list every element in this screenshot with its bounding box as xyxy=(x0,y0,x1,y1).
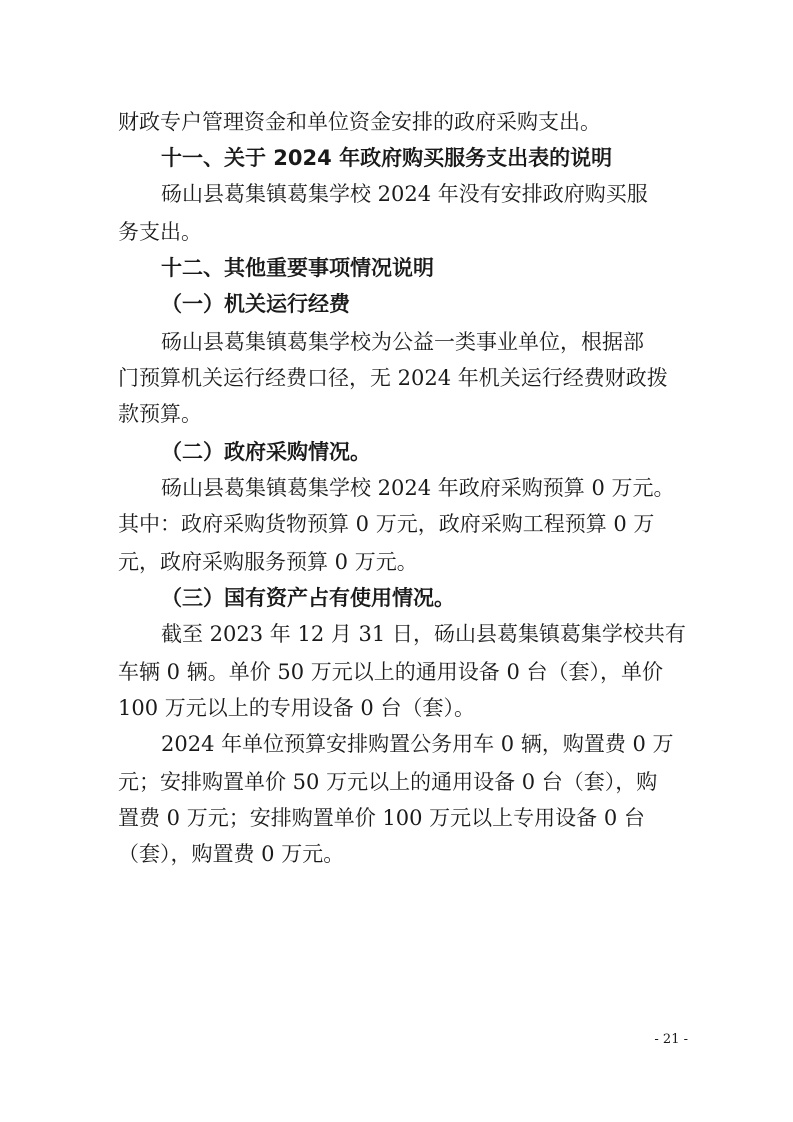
subsection-heading-1: （一）机关运行经费 xyxy=(161,292,350,316)
subsection-heading-3: （三）国有资产占有使用情况。 xyxy=(161,586,455,610)
paragraph-line: 其中：政府采购货物预算 0 万元，政府采购工程预算 0 万 xyxy=(118,512,655,536)
paragraph-line: （套），购置费 0 万元。 xyxy=(118,842,345,866)
paragraph-line: 车辆 0 辆。单价 50 万元以上的通用设备 0 台（套），单价 xyxy=(118,660,663,684)
subsection-heading-2: （二）政府采购情况。 xyxy=(161,440,371,464)
page-number: - 21 - xyxy=(654,1032,688,1047)
paragraph-line: 100 万元以上的专用设备 0 台（套）。 xyxy=(118,696,475,720)
paragraph-line: 元；安排购置单价 50 万元以上的通用设备 0 台（套），购 xyxy=(118,770,658,794)
paragraph-line: 砀山县葛集镇葛集学校 2024 年没有安排政府购买服 xyxy=(161,182,648,206)
paragraph-line: 置费 0 万元；安排购置单价 100 万元以上专用设备 0 台 xyxy=(118,806,645,830)
section-heading-12: 十二、其他重要事项情况说明 xyxy=(161,256,434,280)
paragraph-line: 砀山县葛集镇葛集学校为公益一类事业单位，根据部 xyxy=(161,330,644,354)
paragraph-line: 截至 2023 年 12 月 31 日，砀山县葛集镇葛集学校共有 xyxy=(161,622,686,646)
section-heading-11: 十一、关于 2024 年政府购买服务支出表的说明 xyxy=(161,146,613,170)
paragraph-line: 2024 年单位预算安排购置公务用车 0 辆，购置费 0 万 xyxy=(161,732,674,756)
paragraph-line: 款预算。 xyxy=(118,402,202,426)
paragraph-line: 砀山县葛集镇葛集学校 2024 年政府采购预算 0 万元。 xyxy=(161,476,675,500)
paragraph-line: 门预算机关运行经费口径，无 2024 年机关运行经费财政拨 xyxy=(118,366,668,390)
paragraph-line: 元，政府采购服务预算 0 万元。 xyxy=(118,550,418,574)
paragraph-line: 财政专户管理资金和单位资金安排的政府采购支出。 xyxy=(118,110,601,134)
paragraph-line: 务支出。 xyxy=(118,220,202,244)
